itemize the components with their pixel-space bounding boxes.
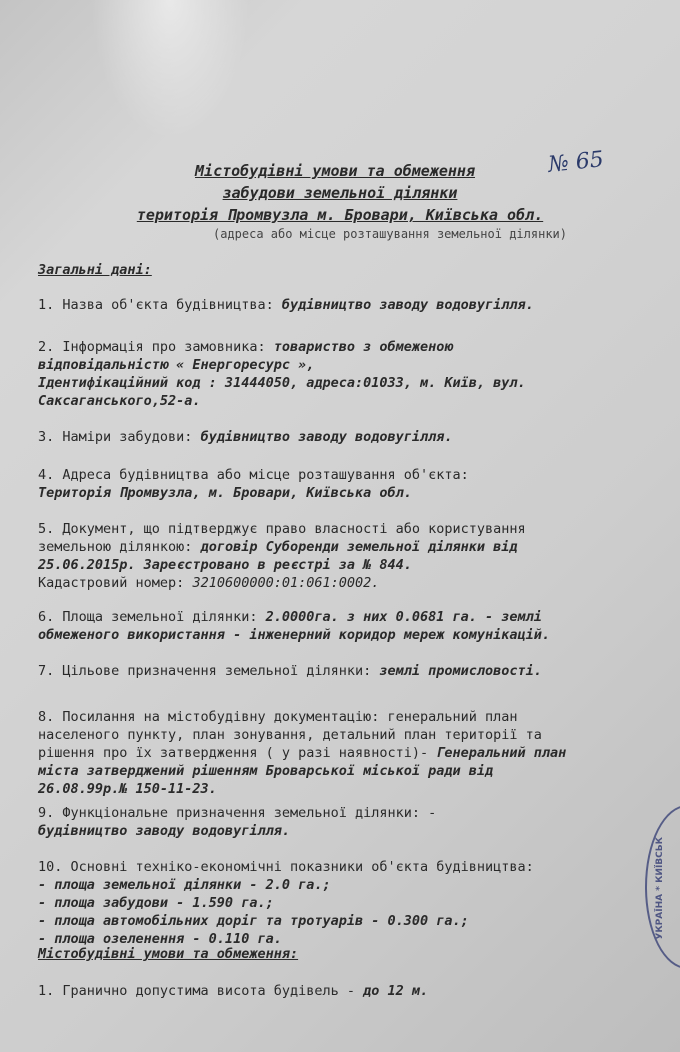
text-segment: обмеженого використання - інженерний коридор мереж комунікацій. xyxy=(38,627,551,643)
general-item-3 xyxy=(38,428,680,446)
general-item-line xyxy=(38,876,680,894)
general-data-heading: Загальні дані: xyxy=(38,262,152,278)
general-item-line xyxy=(38,912,680,930)
general-item-line xyxy=(38,780,680,798)
text-segment: договір Суборенди земельної ділянки від xyxy=(200,539,518,555)
text-segment: 6. Площа земельної ділянки: xyxy=(38,609,266,625)
paper-fold-highlight xyxy=(90,0,250,140)
title-line-2: забудови земельної ділянки xyxy=(222,184,458,202)
general-item-line xyxy=(38,804,680,822)
text-segment: Ідентифікаційний код : 31444050, адреса:01033, м. Київ, вул. xyxy=(38,375,526,391)
text-segment: - площа земельної ділянки - 2.0 га.; xyxy=(38,877,331,893)
general-item-8 xyxy=(38,708,680,798)
text-segment: 8. Посилання на містобудівну документацію: генеральний план xyxy=(38,709,518,725)
stamp-text: УКРАЇНА * КИЇВСЬК xyxy=(655,837,665,940)
text-segment: землі промисловості. xyxy=(379,663,542,679)
handwritten-number: № 65 xyxy=(546,147,605,178)
general-item-line xyxy=(38,894,680,912)
text-segment: 5. Документ, що підтверджує право власності або користування xyxy=(38,521,526,537)
text-segment: товариство з обмеженою xyxy=(273,339,453,355)
general-item-2 xyxy=(38,338,680,410)
general-item-line xyxy=(38,726,680,744)
text-segment: 10. Основні техніко-економічні показники об'єкта будівництва: xyxy=(38,859,534,875)
text-segment: Кадастровий номер: xyxy=(38,575,193,591)
text-segment: будівництво заводу водовугілля. xyxy=(38,823,290,839)
text-segment: 26.08.99р.№ 150-11-23. xyxy=(38,781,217,797)
general-item-line xyxy=(38,428,680,446)
general-item-line xyxy=(38,392,680,410)
general-item-line xyxy=(38,662,680,680)
text-segment: рішення про їх затвердження ( у разі наявності)- xyxy=(38,745,437,761)
title-line-3: територія Промвузла м. Бровари, Київська обл. xyxy=(136,206,544,224)
text-segment: - площа озеленення - 0.110 га. xyxy=(38,931,282,947)
text-segment: 3. Наміри забудови: xyxy=(38,429,201,445)
general-item-line xyxy=(38,374,680,392)
condition-item-line xyxy=(38,982,680,1000)
title-line-1: Містобудівні умови та обмеження xyxy=(195,162,475,180)
general-item-line xyxy=(38,762,680,780)
text-segment: Генеральний план xyxy=(436,745,567,761)
text-segment: 1. Назва об'єкта будівництва: xyxy=(38,297,282,313)
general-item-line xyxy=(38,520,680,538)
conditions-heading: Містобудівні умови та обмеження: xyxy=(38,946,299,962)
text-segment: міста затверджений рішенням Броварської міської ради від xyxy=(38,763,494,779)
general-item-line xyxy=(38,744,680,762)
general-item-line xyxy=(38,538,680,556)
general-item-line xyxy=(38,466,680,484)
text-segment: 25.06.2015р. Зареєстровано в реєстрі за № 844. xyxy=(38,557,412,573)
general-item-line xyxy=(38,484,680,502)
general-item-1 xyxy=(38,296,680,314)
condition-item-1 xyxy=(38,982,680,1000)
general-item-line xyxy=(38,708,680,726)
text-segment: будівництво заводу водовугілля. xyxy=(200,429,453,445)
text-segment: - площа автомобільних доріг та тротуарів - 0.300 га.; xyxy=(38,913,469,929)
general-item-line xyxy=(38,556,680,574)
general-item-10 xyxy=(38,858,680,948)
general-item-line xyxy=(38,338,680,356)
text-segment: 2.0000га. з них 0.0681 га. - землі xyxy=(265,609,542,625)
text-segment: 2. Інформація про замовника: xyxy=(38,339,274,355)
general-item-line xyxy=(38,626,680,644)
general-item-7 xyxy=(38,662,680,680)
general-item-5 xyxy=(38,520,680,592)
general-item-6 xyxy=(38,608,680,644)
text-segment: - площа забудови - 1.590 га.; xyxy=(38,895,274,911)
general-item-line xyxy=(38,822,680,840)
general-item-4 xyxy=(38,466,680,502)
general-item-line xyxy=(38,608,680,626)
text-segment: 9. Функціональне призначення земельної ділянки: - xyxy=(38,805,437,821)
text-segment: 4. Адреса будівництва або місце розташування об'єкта: xyxy=(38,467,469,483)
text-segment: 3210600000:01:061:0002. xyxy=(192,575,380,591)
text-segment: 1. Гранично допустима висота будівель - xyxy=(38,983,364,999)
title-line-4: (адреса або місце розташування земельної ділянки) xyxy=(212,227,567,241)
general-item-line xyxy=(38,574,680,592)
text-segment: будівництво заводу водовугілля. xyxy=(281,297,534,313)
general-item-line xyxy=(38,356,680,374)
general-item-9 xyxy=(38,804,680,840)
text-segment: земельною ділянкою: xyxy=(38,539,201,555)
document-title xyxy=(0,160,680,242)
text-segment: Саксаганського,52-а. xyxy=(38,393,201,409)
text-segment: Територія Промвузла, м. Бровари, Київська обл. xyxy=(38,485,412,501)
text-segment: населеного пункту, план зонування, детальний план території та xyxy=(38,727,542,743)
text-segment: 7. Цільове призначення земельної ділянки: xyxy=(38,663,380,679)
general-item-line xyxy=(38,858,680,876)
text-segment: до 12 м. xyxy=(363,983,429,999)
text-segment: відповідальністю « Енергоресурс », xyxy=(38,357,315,373)
general-item-line xyxy=(38,296,680,314)
